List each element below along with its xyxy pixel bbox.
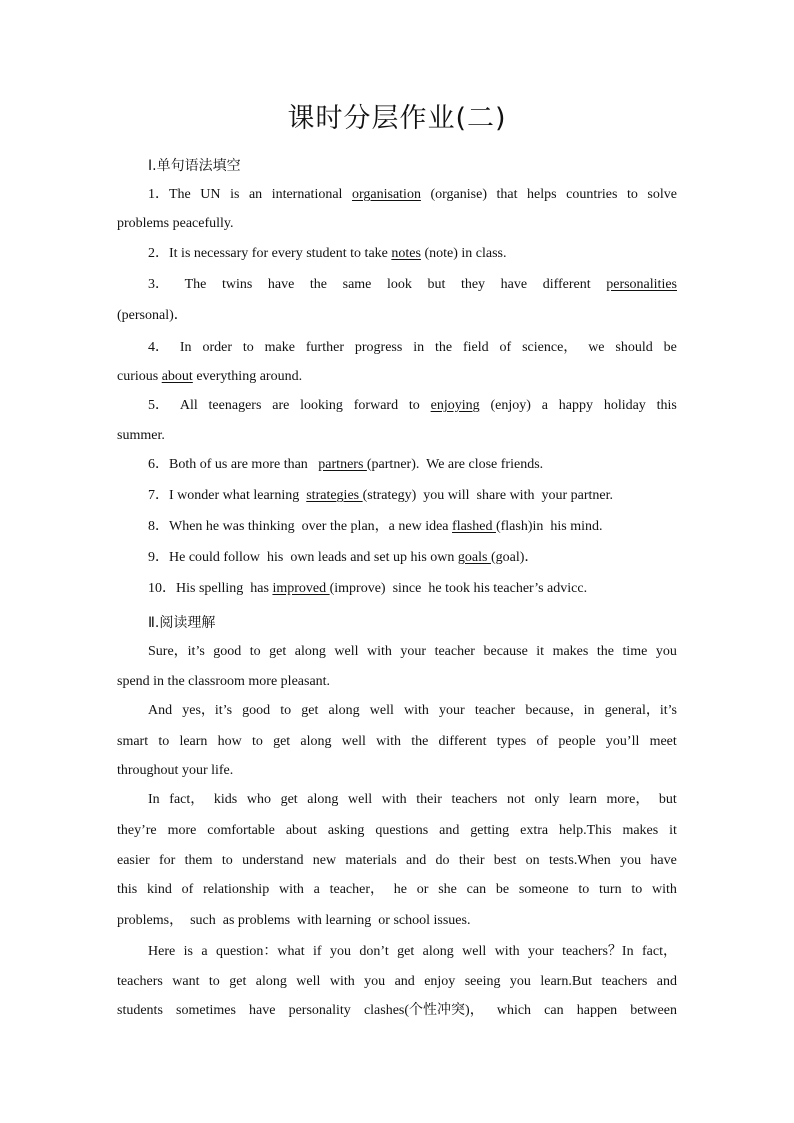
word: because，in (525, 703, 595, 718)
word: a (541, 398, 548, 413)
word: look (386, 277, 412, 292)
word: you (620, 853, 642, 868)
word: learn (568, 792, 597, 807)
word: happen (576, 1003, 618, 1018)
word: question：what (215, 944, 305, 959)
question-3-line-1 (148, 276, 677, 294)
word: but (658, 792, 677, 807)
word: to (208, 974, 220, 989)
question-8 (148, 518, 677, 536)
word: time (622, 644, 648, 659)
word: The (184, 277, 207, 292)
paragraph-1-line-2: spend in the classroom more pleasant. (117, 674, 331, 689)
question-6 (148, 456, 677, 474)
word: teacher (434, 644, 475, 659)
word: science， (522, 340, 578, 355)
question-text: everything around. (192, 369, 303, 384)
word: a (201, 944, 208, 959)
word: seeing (464, 974, 501, 989)
paragraph-1-line-1 (148, 643, 677, 661)
word: to (158, 734, 170, 749)
word: to (221, 853, 233, 868)
word: but (427, 277, 446, 292)
paragraph-2-line-2 (117, 733, 677, 751)
word: only (534, 792, 560, 807)
word: with (376, 734, 401, 749)
question-text: 10．His spelling has (148, 581, 273, 596)
answer-text: organisation (351, 187, 421, 202)
word: have (249, 1003, 276, 1018)
word: personality (288, 1003, 351, 1018)
word: with (329, 974, 355, 989)
answer-text: personalities (606, 277, 677, 292)
word: on (525, 853, 540, 868)
word: smart (117, 734, 149, 749)
word: teachers (451, 792, 498, 807)
word: forward (353, 398, 399, 413)
word: should (615, 340, 653, 355)
word: well (334, 644, 359, 659)
word: don’t (359, 944, 389, 959)
word: Here (148, 944, 176, 959)
answer-text: goals (457, 550, 491, 565)
word: can (544, 1003, 564, 1018)
word: countries (566, 187, 618, 202)
word: have (650, 853, 677, 868)
word: you (509, 974, 531, 989)
word: makes (552, 644, 589, 659)
word: well (296, 974, 321, 989)
word: how (217, 734, 242, 749)
word: have (267, 277, 295, 292)
paragraph-2-line-3: throughout your life. (117, 763, 234, 778)
question-text: (flash)in his mind. (495, 519, 603, 534)
word: more (167, 823, 197, 838)
word: for (158, 853, 176, 868)
word: understand (242, 853, 304, 868)
word: teachers？In (562, 944, 634, 959)
paragraph-3-line-2 (117, 822, 677, 840)
question-text: 7．I wonder what learning (148, 488, 307, 503)
question-9 (148, 549, 677, 567)
word: along (294, 644, 326, 659)
question-3-line-2: (personal)． (117, 308, 188, 323)
word: best (493, 853, 517, 868)
word: to (249, 644, 261, 659)
question-text: curious (117, 369, 162, 384)
word: be (495, 882, 510, 897)
word: international (271, 187, 343, 202)
word: their (416, 792, 442, 807)
word: 1．The (148, 187, 191, 202)
word: a (313, 882, 320, 897)
word: who (246, 792, 271, 807)
question-5-line-2: summer. (117, 428, 165, 443)
word: well (341, 734, 366, 749)
word: they’re (117, 823, 157, 838)
word: materials (345, 853, 397, 868)
word: kind (147, 882, 172, 897)
word: and (394, 974, 415, 989)
word: meet (649, 734, 677, 749)
word: you (364, 974, 386, 989)
word: learn.But (540, 974, 593, 989)
word: you (330, 944, 352, 959)
word: progress (354, 340, 403, 355)
word: Sure，it’s (148, 644, 205, 659)
word: easier (117, 853, 150, 868)
word: it (536, 644, 545, 659)
word: twins (221, 277, 253, 292)
word: getting (470, 823, 510, 838)
question-text: 2．It is necessary for every student to take (148, 246, 392, 261)
word: extra (520, 823, 549, 838)
word: is (183, 944, 193, 959)
word: people (558, 734, 596, 749)
question-text: 6．Both of us are more than (148, 457, 319, 472)
word: you’ll (605, 734, 640, 749)
word: UN (200, 187, 221, 202)
word: helps (527, 187, 557, 202)
word: In (179, 340, 192, 355)
word: well (369, 703, 394, 718)
word: get (273, 734, 291, 749)
question-text: 8．When he was thinking over the plan，a new idea (148, 519, 453, 534)
paragraph-3-line-3 (117, 852, 677, 870)
word: different (542, 277, 591, 292)
word: make (264, 340, 295, 355)
word: if (313, 944, 322, 959)
word: and (406, 853, 427, 868)
word: to (280, 703, 292, 718)
answer-text: strategies (306, 488, 363, 503)
question-text: (note) in class. (420, 246, 507, 261)
word: enjoy (424, 974, 456, 989)
word: good (213, 644, 242, 659)
word: same (342, 277, 372, 292)
word: teacher (474, 703, 516, 718)
word: along (422, 944, 454, 959)
word: 4． (148, 340, 169, 355)
word: good (242, 703, 271, 718)
question-text: 9．He could follow his own leads and set up his own (148, 550, 458, 565)
word: new (312, 853, 337, 868)
paragraph-4-line-1 (148, 943, 677, 961)
word: the (411, 734, 429, 749)
word: they (460, 277, 486, 292)
word: comfortable (207, 823, 275, 838)
word: and (439, 823, 460, 838)
word: order (202, 340, 232, 355)
word: are (272, 398, 290, 413)
word: along (255, 974, 287, 989)
answer-text: about (161, 369, 193, 384)
word: your (439, 703, 465, 718)
word: about (285, 823, 317, 838)
word: learn (179, 734, 208, 749)
word: fact， (642, 944, 677, 959)
word: 5． (148, 398, 169, 413)
word: field (462, 340, 489, 355)
word: clashes(个性冲突)， (363, 1003, 484, 1018)
word: students (117, 1003, 163, 1018)
word: fact， (169, 792, 205, 807)
word: well (348, 792, 373, 807)
word: with (381, 792, 407, 807)
word: teachers (601, 974, 648, 989)
word: to (578, 882, 590, 897)
word: All (179, 398, 198, 413)
paragraph-4-line-2 (117, 973, 677, 991)
word: more， (606, 792, 650, 807)
word: to (242, 340, 254, 355)
answer-text: enjoying (430, 398, 480, 413)
page-title: 课时分层作业(二) (287, 103, 507, 134)
word: the (309, 277, 328, 292)
word: this (117, 882, 138, 897)
word: makes (622, 823, 659, 838)
word: want (172, 974, 200, 989)
section-heading-reading: Ⅱ.阅读理解 (148, 615, 216, 631)
word: not (506, 792, 525, 807)
word: along (328, 703, 360, 718)
word: teachers (117, 974, 163, 989)
question-5-line-1 (148, 397, 677, 415)
question-7 (148, 487, 677, 505)
word: asking (327, 823, 365, 838)
word: your (527, 944, 554, 959)
word: 3． (148, 277, 169, 292)
word: with (494, 944, 520, 959)
question-text: (partner). We are close friends. (366, 457, 544, 472)
word: questions (375, 823, 429, 838)
word: she (438, 882, 457, 897)
word: it (669, 823, 677, 838)
word: along (307, 792, 339, 807)
word: looking (300, 398, 343, 413)
word: And (148, 703, 173, 718)
word: general，it’s (604, 703, 677, 718)
word: further (305, 340, 344, 355)
word: yes，it’s (182, 703, 233, 718)
word: turn (599, 882, 622, 897)
word: of (536, 734, 549, 749)
word: their (458, 853, 485, 868)
word: get (397, 944, 415, 959)
word: an (248, 187, 263, 202)
word: holiday (603, 398, 646, 413)
question-2 (148, 245, 677, 263)
word: which (496, 1003, 532, 1018)
word: of (499, 340, 512, 355)
word: help.This (559, 823, 612, 838)
word: be (663, 340, 677, 355)
word: tests.When (548, 853, 611, 868)
word: have (500, 277, 528, 292)
word: you (655, 644, 677, 659)
word: to (631, 882, 643, 897)
word: different (438, 734, 487, 749)
answer-text: flashed (452, 519, 496, 534)
question-4-line-1 (148, 339, 677, 357)
word: with (278, 882, 304, 897)
word: your (400, 644, 427, 659)
paragraph-3-line-4 (117, 881, 677, 899)
word: because (483, 644, 528, 659)
word: well (462, 944, 487, 959)
word: solve (647, 187, 677, 202)
question-1-line-1 (148, 186, 677, 204)
paragraph-3-line-5: problems， such as problems with learning or school issues. (117, 913, 471, 928)
question-text: (improve) since he took his teacher’s advicc. (329, 581, 588, 596)
question-1-line-2: problems peacefully. (117, 216, 234, 231)
word: with (404, 703, 429, 718)
word: to (627, 187, 638, 202)
word: kids (213, 792, 238, 807)
answer-text: improved (272, 581, 330, 596)
word: to (408, 398, 420, 413)
word: teacher， (329, 882, 385, 897)
question-text: (strategy) you will share with your partner. (362, 488, 613, 503)
word: we (588, 340, 605, 355)
word: of (181, 882, 194, 897)
section-heading-grammar: Ⅰ.单句语法填空 (148, 158, 241, 174)
paragraph-3-line-1 (148, 791, 677, 809)
word: In (148, 792, 160, 807)
answer-text: partners (318, 457, 367, 472)
word: happy (558, 398, 593, 413)
word: the (596, 644, 614, 659)
answer-text: notes (391, 246, 421, 261)
word: do (435, 853, 450, 868)
word: teenagers (208, 398, 262, 413)
word: get (301, 703, 319, 718)
question-4-line-2 (117, 368, 677, 386)
word: (organise) (430, 187, 487, 202)
word: someone (518, 882, 569, 897)
word: and (656, 974, 677, 989)
word: is (230, 187, 240, 202)
word: types (496, 734, 527, 749)
paragraph-4-line-3 (117, 1002, 677, 1020)
word: get (229, 974, 247, 989)
word: along (300, 734, 332, 749)
word: this (656, 398, 677, 413)
word: can (466, 882, 487, 897)
paragraph-2-line-1 (148, 702, 677, 720)
word: relationship (203, 882, 270, 897)
word: (enjoy) (490, 398, 531, 413)
word: with (652, 882, 677, 897)
word: between (630, 1003, 677, 1018)
word: to (251, 734, 263, 749)
word: in (413, 340, 425, 355)
word: get (280, 792, 298, 807)
word: with (367, 644, 392, 659)
word: the (434, 340, 453, 355)
question-10 (148, 580, 677, 598)
word: sometimes (176, 1003, 236, 1018)
word: he (393, 882, 408, 897)
word: or (416, 882, 429, 897)
word: get (269, 644, 287, 659)
word: them (184, 853, 213, 868)
word: that (496, 187, 518, 202)
question-text: (goal)． (490, 550, 539, 565)
